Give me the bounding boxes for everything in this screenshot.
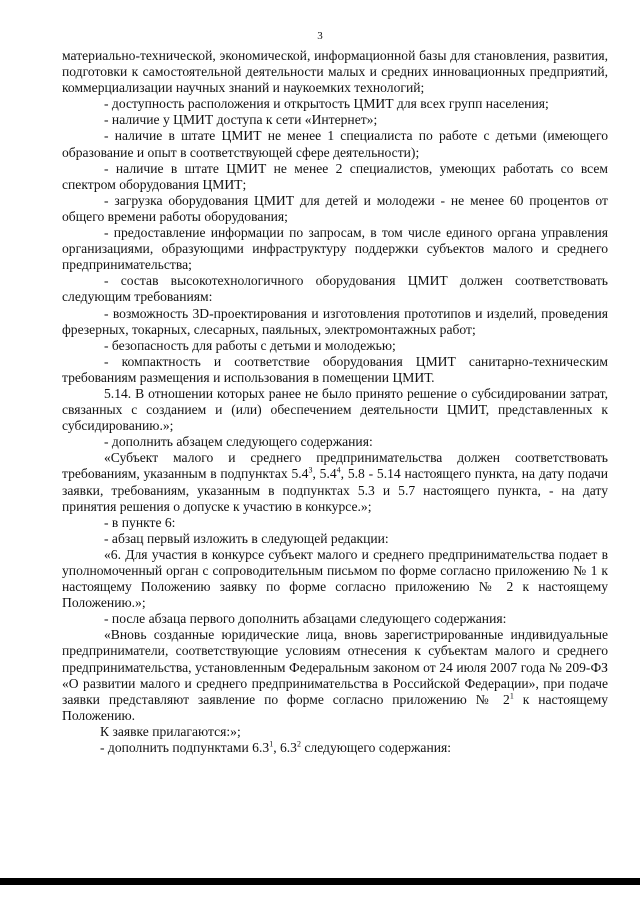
clause-6: «6. Для участия в конкурсе субъект малого и среднего предпринимательства подает в уполномоченный орган с сопроводительным письмом по форме согласно приложению № 1 к настоящему Положению заявку по форме согласно приложению № 2 к настоящему Положению.»;: [62, 546, 608, 611]
subject-text-b: , 5.4: [312, 466, 337, 482]
list-item-specialists-equipment: - наличие в штате ЦМИТ не менее 2 специалистов, умеющих работать со всем спектром оборудования ЦМИТ;: [62, 160, 608, 192]
subpoints-text-b: , 6.3: [273, 740, 297, 756]
paragraph-attachments: К заявке прилагаются:»;: [100, 723, 241, 739]
list-item-accessibility: - доступность расположения и открытость ЦМИТ для всех групп населения;: [104, 96, 549, 112]
bottom-scan-border: [0, 878, 640, 885]
list-item-internet: - наличие у ЦМИТ доступа к сети «Интернет»;: [104, 112, 378, 128]
subject-text-a: «Субъект малого и среднего предпринимательства должен соответствовать требованиям, указанным в подпунктах 5.4: [62, 450, 608, 482]
subject-sup-1: 3: [308, 465, 313, 475]
clause-5-14: 5.14. В отношении которых ранее не было принято решение о субсидировании затрат, связанных с созданием и (или) обеспечением деятельности ЦМИТ, представленных к субсидированию.»;: [62, 385, 608, 434]
paragraph-intro: материально-технической, экономической, информационной базы для становления, развития, подготовки к самостоятельной деятельности малых и средних инновационных предприятий, коммерциализации научных знаний и наукоемких технологий;: [62, 48, 608, 96]
subject-sup-2: 4: [336, 465, 341, 475]
subpoints-text-c: следующего содержания:: [300, 740, 452, 756]
list-item-safety: - безопасность для работы с детьми и молодежью;: [104, 337, 396, 353]
instruction-first-paragraph: - абзац первый изложить в следующей редакции:: [104, 530, 389, 546]
subject-text-c: , 5.8 - 5.14 настоящего пункта, на дату подачи заявки, требованиям, указанным в подпунктах 5.3 и 5.7 настоящего пункта, - на дату принятия решения о допуске к участию в конкурсе.»;: [62, 466, 608, 514]
instruction-point-6: - в пункте 6:: [104, 514, 176, 530]
list-item-information: - предоставление информации по запросам, в том числе единого органа управления организациями, образующими инфраструктуру поддержки субъектов малого и среднего предпринимательства;: [62, 225, 608, 273]
new-entities-text-a: «Вновь созданные юридические лица, вновь зарегистрированные индивидуальные предприниматели, соответствующие условиям отнесения к субъектам малого и среднего предпринимательства, установленным Федеральным законом от 24 июля 2007 года № 209-ФЗ «О развитии малого и среднего предпринимательства в Российской Федерации», при подаче заявки представляют заявление по форме согласно приложению № 2: [62, 627, 608, 707]
subpoints-sup-1: 1: [269, 739, 274, 749]
instruction-add-paragraph: - дополнить абзацем следующего содержания:: [104, 434, 373, 450]
list-item-specialist-children: - наличие в штате ЦМИТ не менее 1 специалиста по работе с детьми (имеющего образование и опыт в соответствующей сфере деятельности);: [62, 128, 608, 160]
list-item-compactness: - компактность и соответствие оборудования ЦМИТ санитарно-техническим требованиям размещения и использования в помещении ЦМИТ.: [62, 353, 608, 385]
list-item-equipment-composition: - состав высокотехнологичного оборудования ЦМИТ должен соответствовать следующим требованиям:: [62, 273, 608, 305]
subpoints-sup-2: 2: [296, 739, 301, 749]
new-entities-sup: 1: [509, 691, 514, 701]
paragraph-new-entities: [62, 627, 608, 724]
document-body: [62, 48, 608, 756]
page-number: 3: [317, 30, 323, 42]
subpoints-text-a: - дополнить подпунктами 6.3: [100, 740, 270, 756]
instruction-after-first: - после абзаца первого дополнить абзацами следующего содержания:: [104, 611, 507, 627]
paragraph-subject-requirements: [62, 450, 608, 514]
list-item-3d: - возможность 3D-проектирования и изготовления прототипов и изделий, проведения фрезерных, токарных, слесарных, паяльных, электромонтажных работ;: [62, 305, 608, 337]
list-item-equipment-load: - загрузка оборудования ЦМИТ для детей и молодежи - не менее 60 процентов от общего времени работы оборудования;: [62, 192, 608, 224]
new-entities-text-b: к настоящему Положению.: [62, 691, 608, 723]
instruction-add-subpoints: [62, 740, 608, 756]
